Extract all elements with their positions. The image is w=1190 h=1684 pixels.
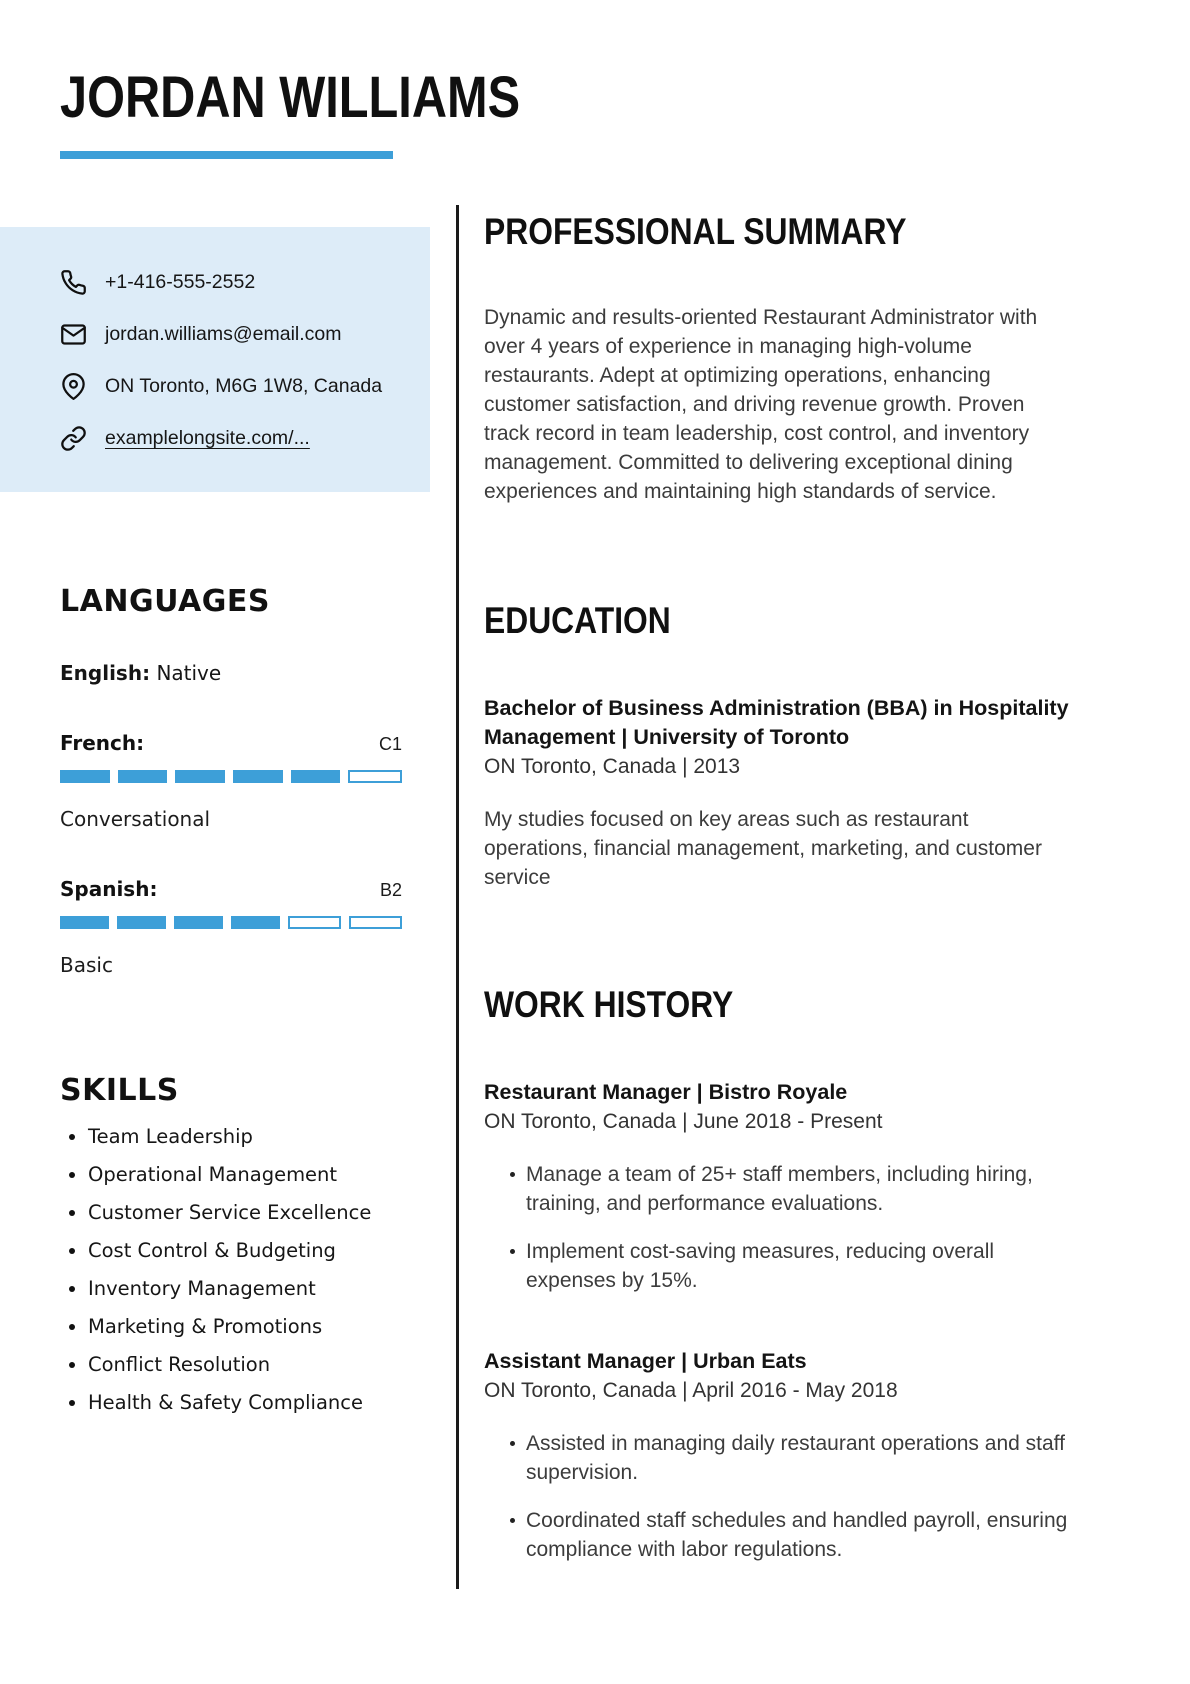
skills-section bbox=[60, 1073, 402, 1416]
skill-item: Conflict Resolution bbox=[60, 1352, 402, 1378]
job-bullet: Implement cost-saving measures, reducing overall expenses by 15%. bbox=[510, 1237, 1076, 1295]
contact-phone-row bbox=[60, 269, 410, 296]
skills-list bbox=[60, 1124, 402, 1416]
language-desc: Conversational bbox=[60, 807, 211, 831]
level-segment-filled bbox=[233, 770, 283, 783]
level-segment-empty bbox=[348, 770, 402, 783]
education-entry bbox=[484, 694, 1120, 892]
languages-section bbox=[60, 584, 402, 977]
degree-description: My studies focused on key areas such as restaurant operations, financial management, marketing, and customer service bbox=[484, 808, 1042, 889]
skills-heading: SKILLS bbox=[60, 1073, 179, 1108]
left-column bbox=[0, 205, 430, 1589]
skill-item: Customer Service Excellence bbox=[60, 1200, 402, 1226]
job-bullets bbox=[484, 1429, 1120, 1564]
language-head bbox=[60, 731, 402, 755]
candidate-name: JORDAN WILLIAMS bbox=[60, 65, 521, 130]
language-cefr-level: B2 bbox=[379, 880, 402, 900]
summary-section bbox=[484, 211, 1120, 506]
education-heading: EDUCATION bbox=[484, 600, 671, 641]
job-meta: ON Toronto, Canada | June 2018 - Present bbox=[484, 1110, 883, 1133]
skill-item: Health & Safety Compliance bbox=[60, 1390, 402, 1416]
language-head bbox=[60, 877, 402, 901]
email-address: jordan.williams@email.com bbox=[105, 323, 342, 345]
job-meta: ON Toronto, Canada | April 2016 - May 2018 bbox=[484, 1379, 898, 1402]
level-segment-filled bbox=[174, 916, 223, 929]
language-label: Spanish: bbox=[60, 877, 158, 901]
language-spanish bbox=[60, 877, 402, 977]
education-section bbox=[484, 600, 1120, 892]
language-english bbox=[60, 661, 402, 685]
skill-item: Team Leadership bbox=[60, 1124, 402, 1150]
link-icon bbox=[60, 425, 87, 452]
location-pin-icon bbox=[60, 373, 87, 400]
level-segment-filled bbox=[117, 916, 166, 929]
language-level-bar bbox=[60, 916, 402, 929]
location-text: ON Toronto, M6G 1W8, Canada bbox=[105, 375, 383, 397]
job-title: Assistant Manager | Urban Eats bbox=[484, 1349, 807, 1373]
job-entry bbox=[484, 1078, 1120, 1295]
summary-heading: PROFESSIONAL SUMMARY bbox=[484, 211, 907, 252]
job-entry bbox=[484, 1347, 1120, 1564]
job-bullets bbox=[484, 1160, 1120, 1295]
level-segment-filled bbox=[291, 770, 341, 783]
job-bullet: Manage a team of 25+ staff members, including hiring, training, and performance evaluations. bbox=[510, 1160, 1076, 1218]
degree-title: Bachelor of Business Administration (BBA) in Hospitality Management | University of Toronto bbox=[484, 696, 1069, 749]
level-segment-filled bbox=[60, 770, 110, 783]
languages-heading: LANGUAGES bbox=[60, 584, 270, 619]
level-segment-empty bbox=[349, 916, 402, 929]
summary-text: Dynamic and results-oriented Restaurant Administrator with over 4 years of experience in managing high-volume restaurants. Adept at optimizing operations, enhancing customer satisfaction, and driving revenue growth. Proven track record in team leadership, cost control, and inventory management. Committed to delivering exceptional dining experiences and maintaining high standards of service. bbox=[484, 306, 1038, 503]
work-history-heading: WORK HISTORY bbox=[484, 984, 734, 1025]
language-level: Native bbox=[156, 661, 222, 685]
skill-item: Cost Control & Budgeting bbox=[60, 1238, 402, 1264]
resume-body bbox=[0, 205, 1190, 1589]
level-segment-filled bbox=[175, 770, 225, 783]
contact-website-row bbox=[60, 425, 410, 452]
contact-card bbox=[0, 227, 430, 492]
language-french bbox=[60, 731, 402, 831]
language-level-bar bbox=[60, 770, 402, 783]
language-cefr-level: C1 bbox=[378, 734, 402, 754]
language-label: English: bbox=[60, 661, 151, 685]
degree-meta: ON Toronto, Canada | 2013 bbox=[484, 755, 741, 778]
level-segment-filled bbox=[118, 770, 168, 783]
right-column bbox=[456, 205, 1190, 1589]
phone-number: +1-416-555-2552 bbox=[105, 271, 256, 293]
skill-item: Marketing & Promotions bbox=[60, 1314, 402, 1340]
language-desc: Basic bbox=[60, 953, 113, 977]
website-link[interactable]: examplelongsite.com/... bbox=[105, 427, 310, 449]
contact-email-row bbox=[60, 321, 410, 348]
level-segment-filled bbox=[60, 916, 109, 929]
job-bullet: Assisted in managing daily restaurant operations and staff supervision. bbox=[510, 1429, 1076, 1487]
skill-item: Inventory Management bbox=[60, 1276, 402, 1302]
phone-icon bbox=[60, 269, 87, 296]
mail-icon bbox=[60, 321, 87, 348]
level-segment-empty bbox=[288, 916, 341, 929]
language-label: French: bbox=[60, 731, 145, 755]
contact-location-row bbox=[60, 373, 410, 400]
job-title: Restaurant Manager | Bistro Royale bbox=[484, 1080, 848, 1104]
accent-rule bbox=[60, 151, 393, 159]
skill-item: Operational Management bbox=[60, 1162, 402, 1188]
work-history-section bbox=[484, 984, 1120, 1564]
level-segment-filled bbox=[231, 916, 280, 929]
job-bullet: Coordinated staff schedules and handled payroll, ensuring compliance with labor regulations. bbox=[510, 1506, 1076, 1564]
resume-header bbox=[0, 0, 1190, 159]
